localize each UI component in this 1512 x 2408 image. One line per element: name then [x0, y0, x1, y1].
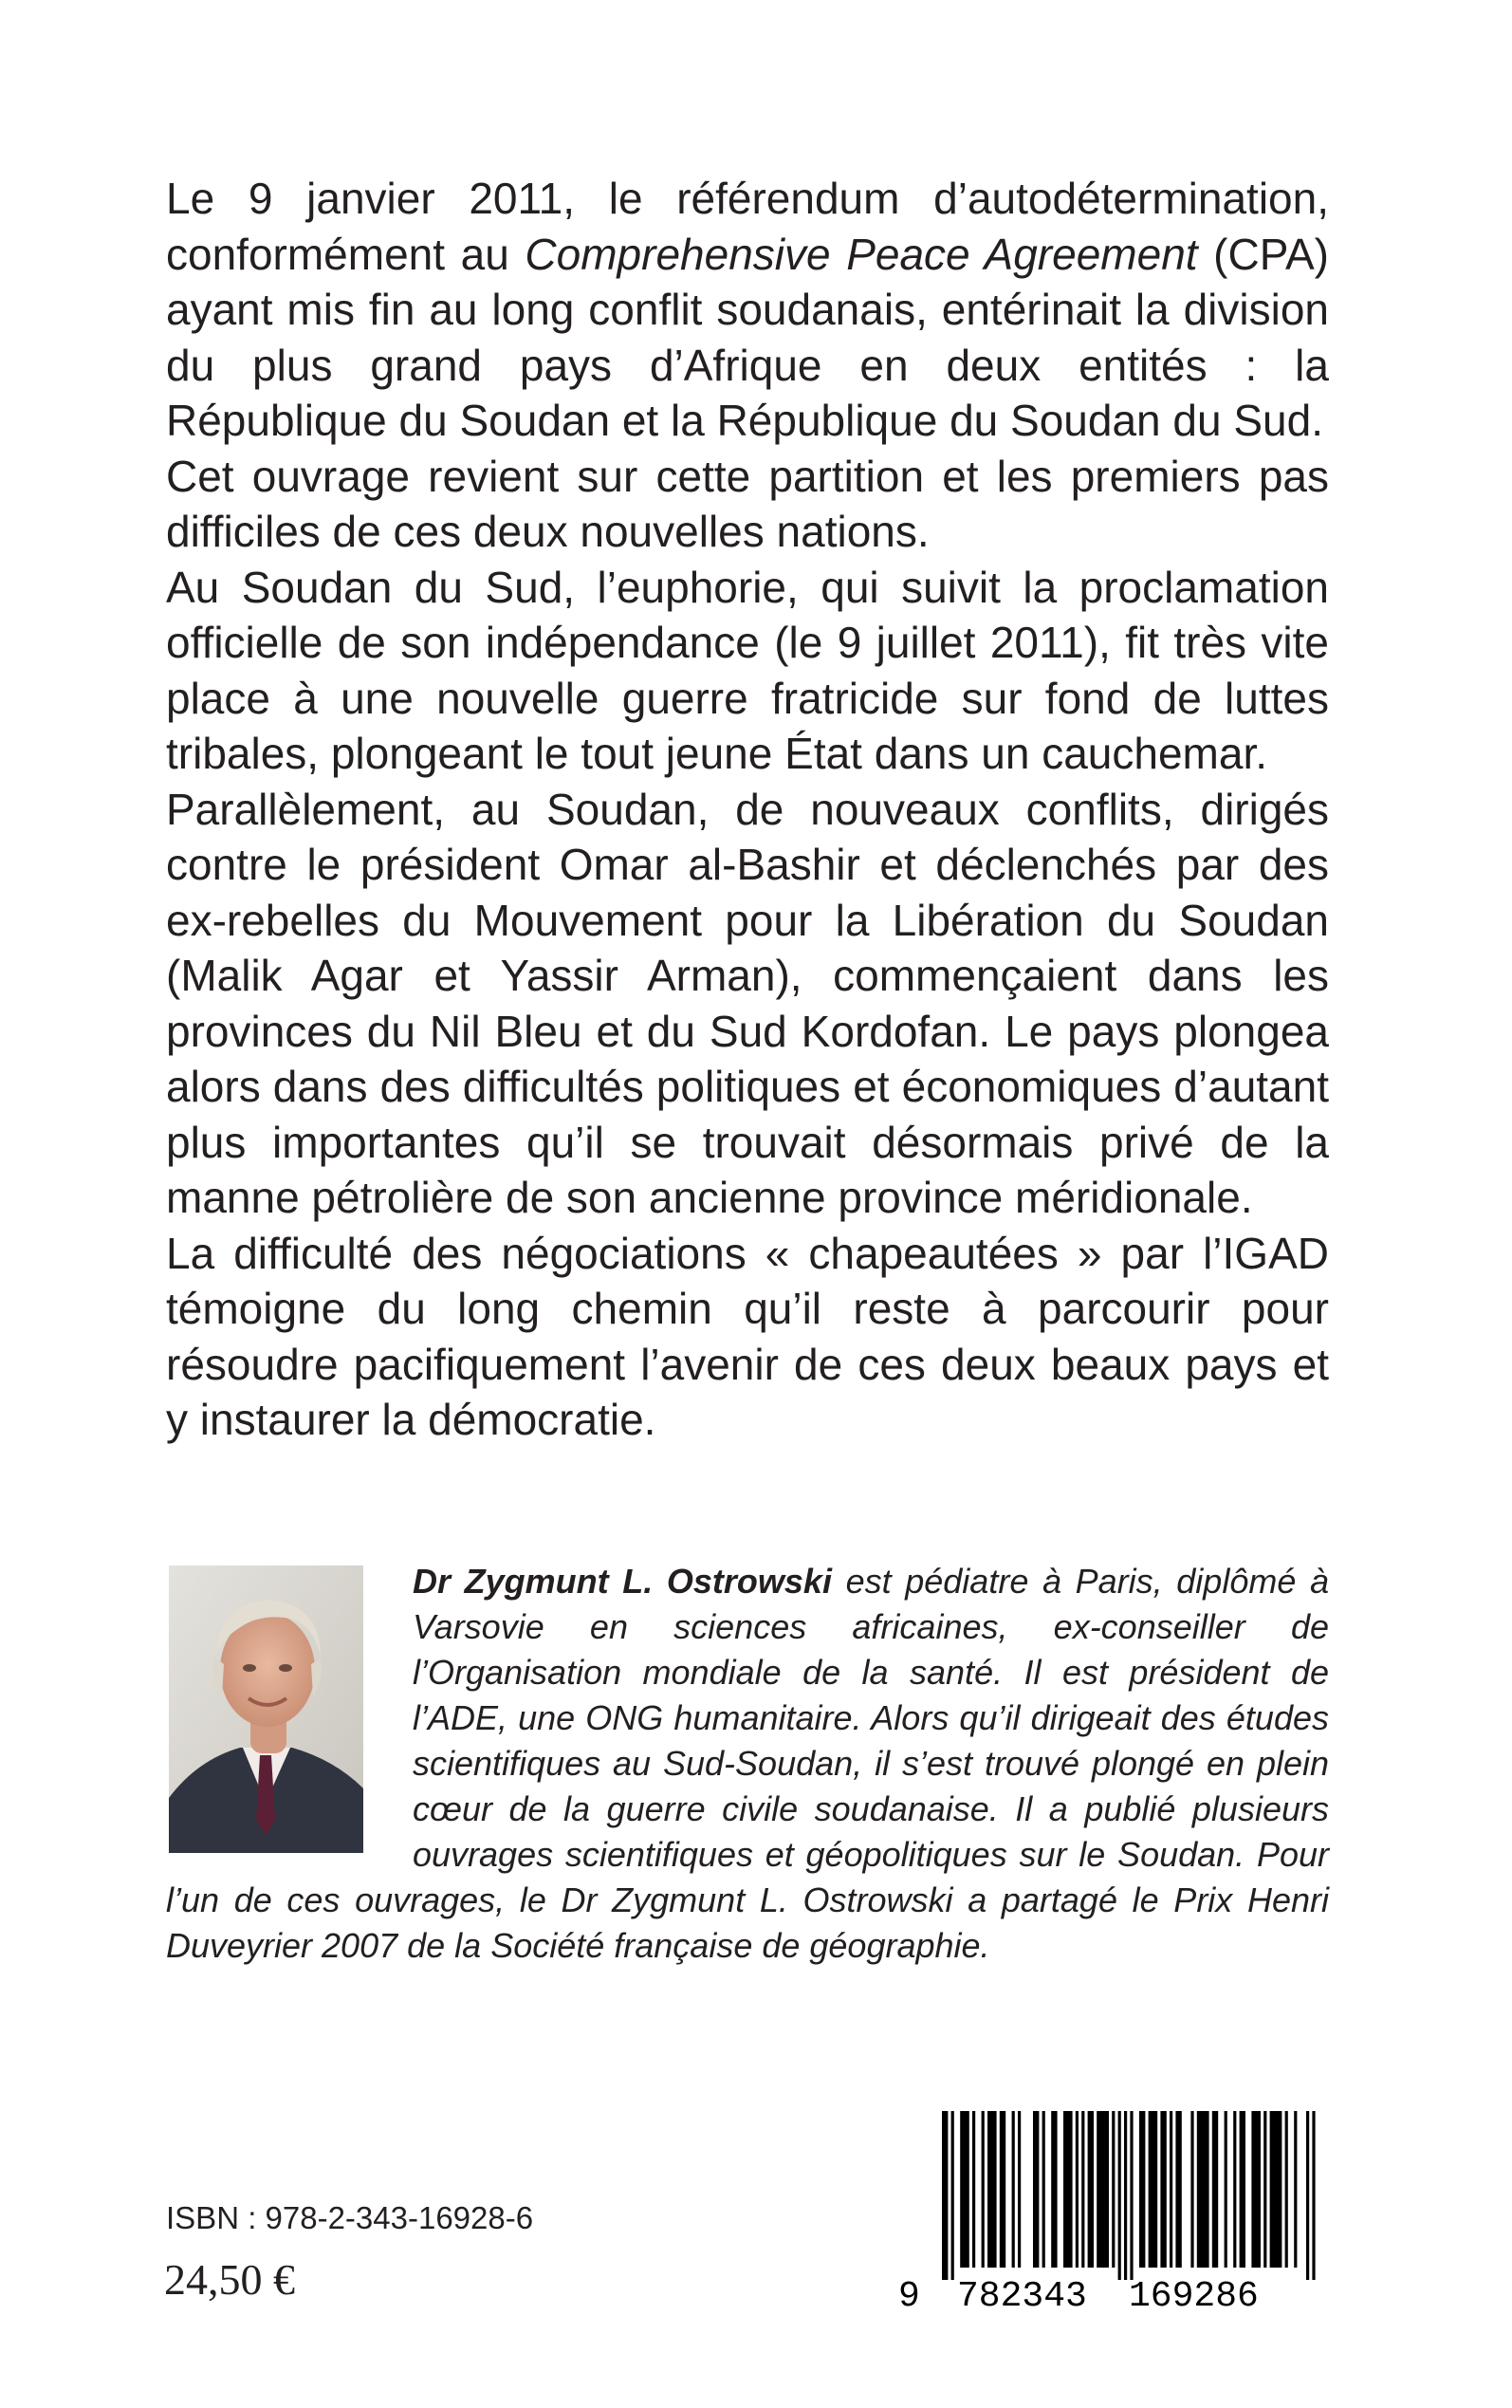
- barcode-bar: [1225, 2111, 1227, 2268]
- isbn-barcode: [896, 2111, 1328, 2308]
- barcode-bar: [1240, 2111, 1245, 2268]
- barcode-bar: [1118, 2111, 1121, 2280]
- barcode-first-digit: 9: [898, 2276, 920, 2308]
- barcode-digits-left: 782343: [957, 2276, 1087, 2308]
- barcode-bar: [1012, 2111, 1015, 2268]
- photo-text-wrap-spacer: [166, 1559, 413, 1872]
- barcode-bar: [1263, 2111, 1266, 2268]
- barcode-bar: [1294, 2111, 1297, 2268]
- barcode-bar: [1285, 2111, 1288, 2268]
- barcode-bar: [1212, 2111, 1218, 2268]
- agreement-title: Comprehensive Peace Agreement: [525, 229, 1198, 279]
- barcode-bar: [1312, 2111, 1315, 2280]
- barcode-digits-right: 169286: [1129, 2276, 1259, 2308]
- barcode-bar: [1088, 2111, 1094, 2268]
- barcode-bars: [942, 2111, 1316, 2280]
- barcode-bar: [1018, 2111, 1021, 2268]
- author-name: Dr Zygmunt L. Ostrowski: [413, 1562, 832, 1601]
- barcode-bar: [1251, 2111, 1261, 2268]
- barcode-bar: [1197, 2111, 1209, 2268]
- barcode-bar: [1149, 2111, 1158, 2268]
- barcode-bar: [1160, 2111, 1166, 2268]
- barcode-bar: [987, 2111, 997, 2268]
- barcode-bar: [1112, 2111, 1115, 2268]
- isbn-label: ISBN : 978-2-343-16928-6: [166, 2200, 534, 2235]
- barcode-bar: [1076, 2111, 1079, 2268]
- summary-paragraph-1: [166, 171, 1329, 449]
- summary-paragraph-2: Cet ouvrage revient sur cette partition et les premiers pas difficiles de ces deux nouvelles nations.: [166, 451, 1329, 556]
- price-label: 24,50 €: [164, 2255, 295, 2304]
- back-cover-summary: [166, 171, 1329, 1448]
- barcode-bar: [951, 2111, 954, 2280]
- author-biography: [166, 1559, 1329, 1969]
- barcode-bar: [1081, 2111, 1084, 2268]
- barcode-bar: [1042, 2111, 1045, 2268]
- barcode-bar: [942, 2111, 948, 2280]
- summary-paragraph-3: Au Soudan du Sud, l’euphorie, qui suivit la proclamation officielle de son indépendance (le 9 juillet 2011), fit très vite place à une nouvelle guerre fratricide sur fond de luttes tribales, plongeant le tout jeune État dans un cauchemar.: [166, 562, 1329, 778]
- barcode-bar: [1097, 2111, 1109, 2268]
- barcode-bar: [1033, 2111, 1039, 2268]
- barcode-bar: [982, 2111, 985, 2268]
- barcode-bar: [1063, 2111, 1073, 2268]
- barcode-bar: [1000, 2111, 1005, 2268]
- barcode-bar: [1124, 2111, 1127, 2280]
- summary-paragraph-4: Parallèlement, au Soudan, de nouveaux conflits, dirigés contre le président Omar al-Bashir et déclenchés par des ex-rebelles du Mouvement pour la Libération du Soudan (Malik Agar et Yassir Arman), commençaient dans les provinces du Nil Bleu et du Sud Kordofan. Le pays plongea alors dans des difficultés politiques et économiques d’autant plus importantes qu’il se trouvait désormais privé de la manne pétrolière de son ancienne province méridionale.: [166, 784, 1329, 1222]
- barcode-bar: [1175, 2111, 1181, 2268]
- barcode-bar: [1233, 2111, 1236, 2268]
- barcode-bar: [960, 2111, 969, 2268]
- summary-paragraph-1-intro: Le 9 janvier 2011, le référendum d’autodétermination, conformément au: [166, 174, 1329, 279]
- barcode-bar: [1270, 2111, 1282, 2268]
- barcode-bar: [1190, 2111, 1193, 2268]
- barcode-bar: [1139, 2111, 1145, 2268]
- author-bio-text: est pédiatre à Paris, diplômé à Varsovie en sciences africaines, ex-conseiller de l’Organisation mondiale de la santé. Il est président de l’ADE, une ONG humanitaire. Alors qu’il dirigeait des études scientifiques au Sud-Soudan, il s’est trouvé plongé en plein cœur de la guerre civile soudanaise. Il a publié plusieurs ouvrages scientifiques et géopolitiques sur le Soudan. Pour l’un de ces ouvrages, le Dr Zygmunt L. Ostrowski a partagé le Prix Henri Duveyrier 2007 de la Société française de géographie.: [166, 1562, 1330, 1965]
- barcode-bar: [972, 2111, 975, 2268]
- barcode-bar: [1306, 2111, 1309, 2280]
- summary-paragraph-5: La difficulté des négociations « chapeautées » par l’IGAD témoigne du long chemin qu’il reste à parcourir pour résoudre pacifiquement l’avenir de ces deux beaux pays et y instaurer la démocratie.: [166, 1228, 1329, 1444]
- summary-paragraph-1-rest: (CPA) ayant mis fin au long conflit soudanais, entérinait la division du plus grand pays d’Afrique en deux entités : la République du Soudan et la République du Soudan du Sud.: [166, 229, 1329, 445]
- barcode-bar: [1170, 2111, 1172, 2268]
- barcode-bar: [1130, 2111, 1133, 2280]
- barcode-bar: [1051, 2111, 1057, 2268]
